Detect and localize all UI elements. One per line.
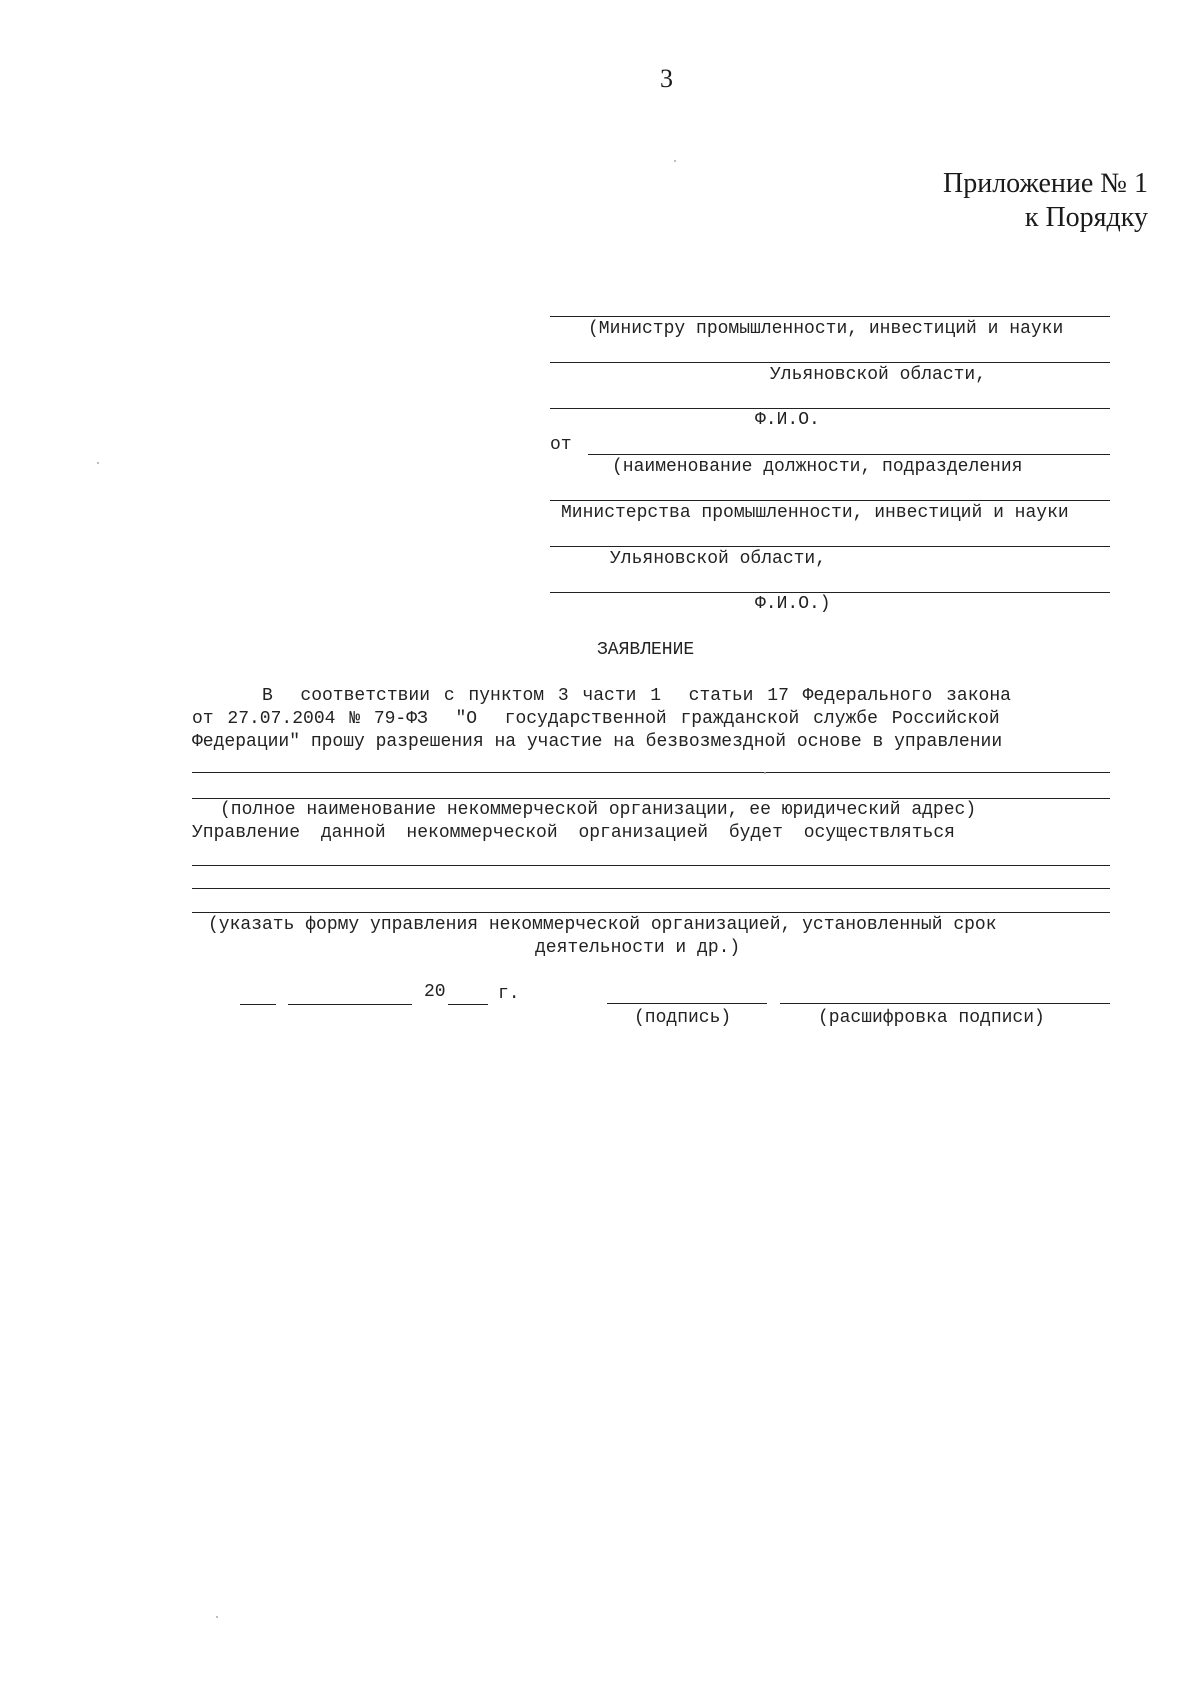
date-month-line [288, 1004, 412, 1005]
sender-line-3 [550, 546, 1110, 547]
sender-caption-4: Ф.И.О.) [755, 594, 831, 614]
addressee-caption-2: Ульяновской области, [770, 365, 987, 385]
date-day-line [240, 1004, 276, 1005]
scan-speck [674, 160, 676, 162]
signature-decoding-line [780, 1003, 1110, 1004]
date-year-prefix: 20 [424, 982, 446, 1002]
addressee-line-2 [550, 362, 1110, 363]
form-line-1 [192, 865, 1110, 866]
body-line-3: Федерации" прошу разрешения на участие на безвозмездной основе в управлении [192, 732, 1003, 752]
form-line-2 [192, 888, 1110, 889]
body-line-2: от 27.07.2004 № 79-ФЗ "О государственной гражданской службе Российской [192, 709, 1000, 729]
appendix-title: Приложение № 1 [943, 168, 1148, 199]
org-caption: (полное наименование некоммерческой организации, ее юридический адрес) [220, 800, 977, 820]
form-caption-1: (указать форму управления некоммерческой организацией, установленный срок [208, 915, 997, 935]
management-line: Управление данной некоммерческой организацией будет осуществляться [192, 823, 955, 843]
scan-speck [764, 772, 766, 774]
form-caption-2: деятельности и др.) [535, 938, 741, 958]
org-line-2 [192, 798, 1110, 799]
body-line-1: В соответствии с пунктом 3 части 1 статьи 17 Федерального закона [262, 686, 1011, 706]
page-number: 3 [660, 64, 673, 93]
date-year-line [448, 1004, 488, 1005]
appendix-subtitle: к Порядку [1024, 202, 1148, 233]
sender-caption-2: Министерства промышленности, инвестиций и науки [561, 503, 1069, 523]
from-label: от [550, 435, 572, 455]
addressee-line-3 [550, 408, 1110, 409]
org-line-1 [192, 772, 1110, 773]
sender-line-2 [550, 500, 1110, 501]
sender-line-4 [550, 592, 1110, 593]
form-line-3 [192, 912, 1110, 913]
signature-line [607, 1003, 767, 1004]
signature-caption: (подпись) [634, 1008, 732, 1028]
addressee-caption-1: (Министру промышленности, инвестиций и науки [588, 319, 1064, 339]
statement-title: ЗАЯВЛЕНИЕ [597, 640, 695, 660]
signature-decoding-caption: (расшифровка подписи) [818, 1008, 1045, 1028]
addressee-caption-3: Ф.И.О. [755, 410, 820, 430]
sender-caption-1: (наименование должности, подразделения [612, 457, 1023, 477]
scan-speck [97, 462, 99, 464]
addressee-line-1 [550, 316, 1110, 317]
scan-speck [216, 1616, 218, 1618]
sender-line-1 [588, 454, 1110, 455]
date-year-suffix: г. [498, 984, 520, 1004]
sender-caption-3: Ульяновской области, [610, 549, 827, 569]
